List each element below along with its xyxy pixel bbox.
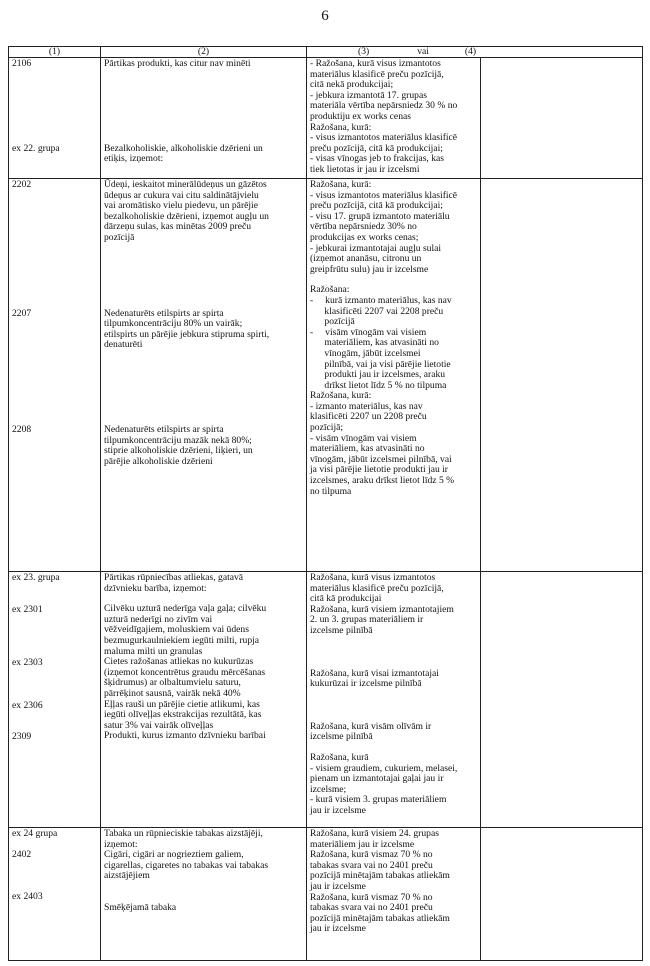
desc-cell <box>101 828 307 961</box>
code-ex2403: ex 2403 <box>12 891 43 903</box>
desc-ex2301: Cilvēku uzturā nederīga vaļa gaļa; cilvēku uzturā nederīgi no zivīm vai vēžveidīgajiem, moluskiem vai ūdens bezmugurkaulniekiem iegūti milti, rupja maluma milti un granulas <box>104 603 267 657</box>
rule-ex2403: Ražošana, kurā vismaz 70 % no tabakas svara vai no 2401 preču pozīcijā minētajām tabakas atliekām jau ir izcelsme <box>310 891 450 935</box>
header-col3: (3) <box>358 46 370 57</box>
code-2402: 2402 <box>12 848 32 860</box>
rule-ex2306: Ražošana, kurā visām olīvām ir izcelsme pilnībā <box>310 720 432 743</box>
rule-ex22: Ražošana, kurā: - visus izmantotos materiālus klasificē preču pozīcijā, citā kā produkcijai; - visas vīnogas jeb to frakcijas, kas tiek lietotas ir jau ir izcelsmi <box>310 121 458 175</box>
header-col2: (2) <box>101 47 307 58</box>
codes-cell <box>9 828 101 961</box>
desc-2402: Cigāri, cigāri ar nogrieztiem galiem, cigarellas, cigaretes no tabakas vai tabakas aizstājējiem <box>104 849 269 882</box>
codes-cell <box>9 572 101 828</box>
desc-2106: Pārtikas produkti, kas citur nav minēti <box>104 58 251 69</box>
header-row <box>9 47 643 58</box>
header-vai: vai <box>417 46 429 57</box>
desc-2309: Produkti, kurus izmanto dzīvnieku barībai <box>104 730 266 742</box>
desc-ex22: Bezalkoholiskie, alkoholiskie dzērieni un etiķis, izņemot: <box>104 142 263 165</box>
code-ex2301: ex 2301 <box>12 603 43 615</box>
code-2309: 2309 <box>12 731 32 743</box>
rule-ex24: Ražošana, kurā visiem 24. grupas materiāliem jau ir izcelsme <box>310 828 439 850</box>
rule-2106: - Ražošana, kurā visus izmantotos materiālus klasificē preču pozīcijā, citā nekā produkcijai; - jebkura izmantotā 17. grupas materiāla vērtība nepārsniedz 30 % no produktiju ex works cenas <box>310 58 458 122</box>
alt-rule-cell <box>481 179 643 572</box>
desc-ex2306: Eļļas rauši un pārējie cietie atlikumi, kas iegūti olīveļļas ekstrakcijas rezultātā, kas satur 3% vai vairāk olīveļļas <box>104 698 262 731</box>
rule-2207: Ražošana: - kurā izmanto materiālus, kas nav klasificēti 2207 vai 2208 preču pozīcijā - visām vīnogām vai visiem materiāliem, kas atvasināti no vīnogām, jābūt izcelsmei pilnībā, vai ja visi pārējie lietotie produkti jau ir izcelsmes, araku drīkst lietot līdz 5 % no tilpuma <box>310 284 452 391</box>
code-ex23: ex 23. grupa <box>12 572 60 583</box>
code-ex2303: ex 2303 <box>12 657 43 669</box>
rule-ex2301: Ražošana, kurā visiem izmantotajiem 2. un 3. grupas materiāliem ir izcelsme pilnībā <box>310 603 454 636</box>
codes-cell <box>9 58 101 179</box>
rule-2202: Ražošana, kurā: - visus izmantotos materiālus klasificē preču pozīcijā, citā kā produkcijai; - visu 17. grupā izmantoto materiālu vērtība nepārsniedz 30% no produkcijas ex works cenas; - jebkurai izmantotajai augļu sulai (izņemot ananāsu, citronu un greipfrūtu sulu) jau ir izcelsme <box>310 179 458 275</box>
header-col4: (4) <box>464 46 477 57</box>
codes-cell <box>9 179 101 572</box>
rule-cell <box>307 572 481 828</box>
code-2106: 2106 <box>12 58 32 69</box>
group-row-3 <box>9 572 643 828</box>
rule-cell <box>307 828 481 961</box>
code-ex22: ex 22. grupa <box>12 142 60 154</box>
desc-ex2403: Smēķējamā tabaka <box>104 901 177 913</box>
desc-cell <box>101 179 307 572</box>
rules-table <box>8 46 643 961</box>
header-col1: (1) <box>9 47 101 58</box>
desc-ex2303: Cietes ražošanas atliekas no kukurūzas (izņemot koncentrētus graudu mērcēšanas šķidrumus) ar olbaltumvielu saturu, pārrēķinot sausnā, vairāk nekā 40% <box>104 656 266 699</box>
alt-rule-cell <box>481 572 643 828</box>
desc-ex24: Tabaka un rūpnieciskie tabakas aizstājēji, izņemot: <box>104 828 263 850</box>
group-row-2 <box>9 179 643 572</box>
header-col3-col4 <box>307 47 643 58</box>
page-number: 6 <box>321 8 329 24</box>
code-2202: 2202 <box>12 179 32 190</box>
code-ex2306: ex 2306 <box>12 699 43 711</box>
rule-ex2303: Ražošana, kurā visai izmantotajai kukurūzai ir izcelsme pilnībā <box>310 667 439 690</box>
desc-2207: Nedenaturēts etilspirts ar spirta tilpumkoncentrāciju 80% un vairāk; etilspirts un pārējie jebkura stipruma spirti, denaturēti <box>104 307 270 351</box>
desc-cell <box>101 58 307 179</box>
desc-ex23: Pārtikas rūpniecības atliekas, gatavā dzīvnieku barība, izņemot: <box>104 572 244 594</box>
group-row-1 <box>9 58 643 179</box>
desc-2202: Ūdeņi, ieskaitot minerālūdeņus un gāzētos ūdeņus ar cukura vai citu saldinātājvielu vai aromātisko vielu piedevu, un pārējie bezalkoholiskie dzērieni, izņemot augļu un dārzeņu sulas, kas minētas 2009 preču pozīcijā <box>104 179 269 243</box>
rule-2309: Ražošana, kurā - visiem graudiem, cukuriem, melasei, pienam un izmantotajai gaļai jau ir izcelsme; - kurā visiem 3. grupas materiāliem jau ir izcelsme <box>310 751 458 816</box>
desc-2208: Nedenaturēts etilspirts ar spirta tilpumkoncentrāciju mazāk nekā 80%; stiprie alkoholiskie dzērieni, liķieri, un pārējie alkoholiskie dzērieni <box>104 423 253 467</box>
desc-cell <box>101 572 307 828</box>
code-2208: 2208 <box>12 424 32 436</box>
rule-2402: Ražošana, kurā vismaz 70 % no tabakas svara vai no 2401 preču pozīcijā minētajām tabakas atliekām jau ir izcelsme <box>310 849 450 892</box>
rule-cell <box>307 58 481 179</box>
rule-ex23: Ražošana, kurā visus izmantotos materiālus klasificē preču pozīcijā, citā kā produkcijai <box>310 572 444 605</box>
alt-rule-cell <box>481 828 643 961</box>
code-ex24: ex 24 grupa <box>12 828 58 839</box>
code-2207: 2207 <box>12 307 32 319</box>
group-row-4 <box>9 828 643 961</box>
alt-rule-cell <box>481 58 643 179</box>
rule-cell <box>307 179 481 572</box>
rule-2208: Ražošana, kurā: - izmanto materiālus, kas nav klasificēti 2207 un 2208 preču pozīcijā; - visām vīnogām vai visiem materiāliem, kas atvasināti no vīnogām, jābūt izcelsmei pilnībā, vai ja visi pārējie lietotie produkti jau ir izcelsmes, araku drīkst lietot līdz 5 % no tilpuma <box>310 390 455 497</box>
